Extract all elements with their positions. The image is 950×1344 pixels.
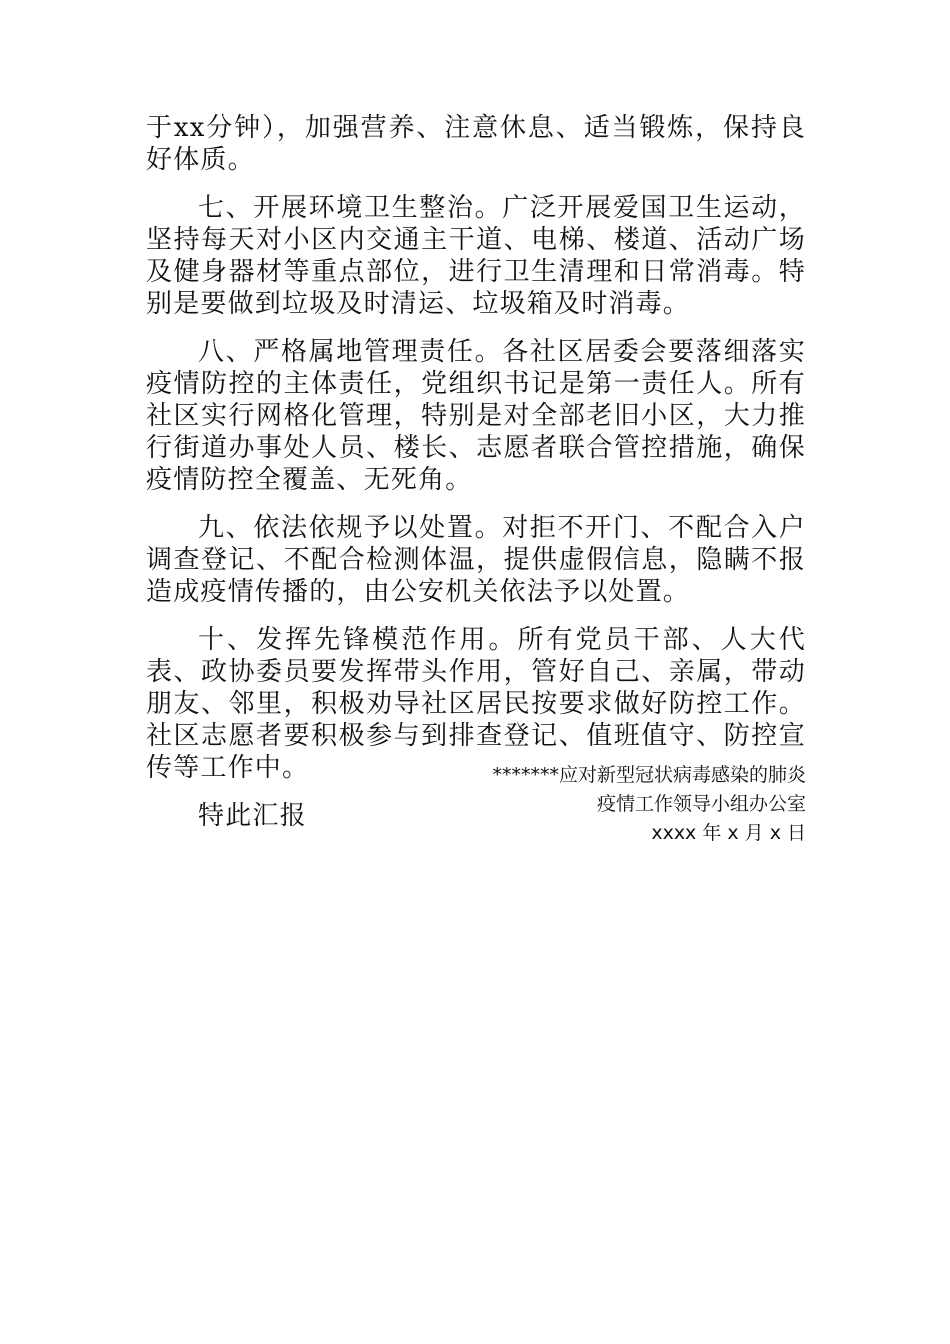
paragraph-item-9: 九、依法依规予以处置。对拒不开门、不配合入户调查登记、不配合检测体温，提供虚假信息，隐瞒不报造成疫情传播的，由公安机关依法予以处置。 [146, 513, 806, 607]
paragraph-continuation: 于xx分钟），加强营养、注意休息、适当锻炼，保持良好体质。 [146, 113, 806, 175]
signature-org-line-2: 疫情工作领导小组办公室 [596, 793, 806, 815]
closing-remark: 特此汇报 [198, 801, 307, 831]
signature-org-line-1: *******应对新型冠状病毒感染的肺炎 [492, 764, 806, 786]
paragraph-item-8: 八、严格属地管理责任。各社区居委会要落细落实疫情防控的主体责任，党组织书记是第一责任人。所有社区实行网格化管理，特别是对全部老旧小区，大力推行街道办事处人员、楼长、志愿者联合管控措施，确保疫情防控全覆盖、无死角。 [146, 337, 806, 495]
paragraph-item-7: 七、开展环境卫生整治。广泛开展爱国卫生运动，坚持每天对小区内交通主干道、电梯、楼道、活动广场及健身器材等重点部位，进行卫生清理和日常消毒。特别是要做到垃圾及时清运、垃圾箱及时消毒。 [146, 193, 806, 319]
paragraph-item-10: 十、发挥先锋模范作用。所有党员干部、人大代表、政协委员要发挥带头作用，管好自己、亲属，带动朋友、邻里，积极劝导社区居民按要求做好防控工作。社区志愿者要积极参与到排查登记、值班值守、防控宣传等工作中。 [146, 625, 806, 783]
document-body [146, 112, 806, 848]
signature-block [286, 761, 806, 848]
signature-date: xxxx 年 x 月 x 日 [651, 822, 806, 844]
